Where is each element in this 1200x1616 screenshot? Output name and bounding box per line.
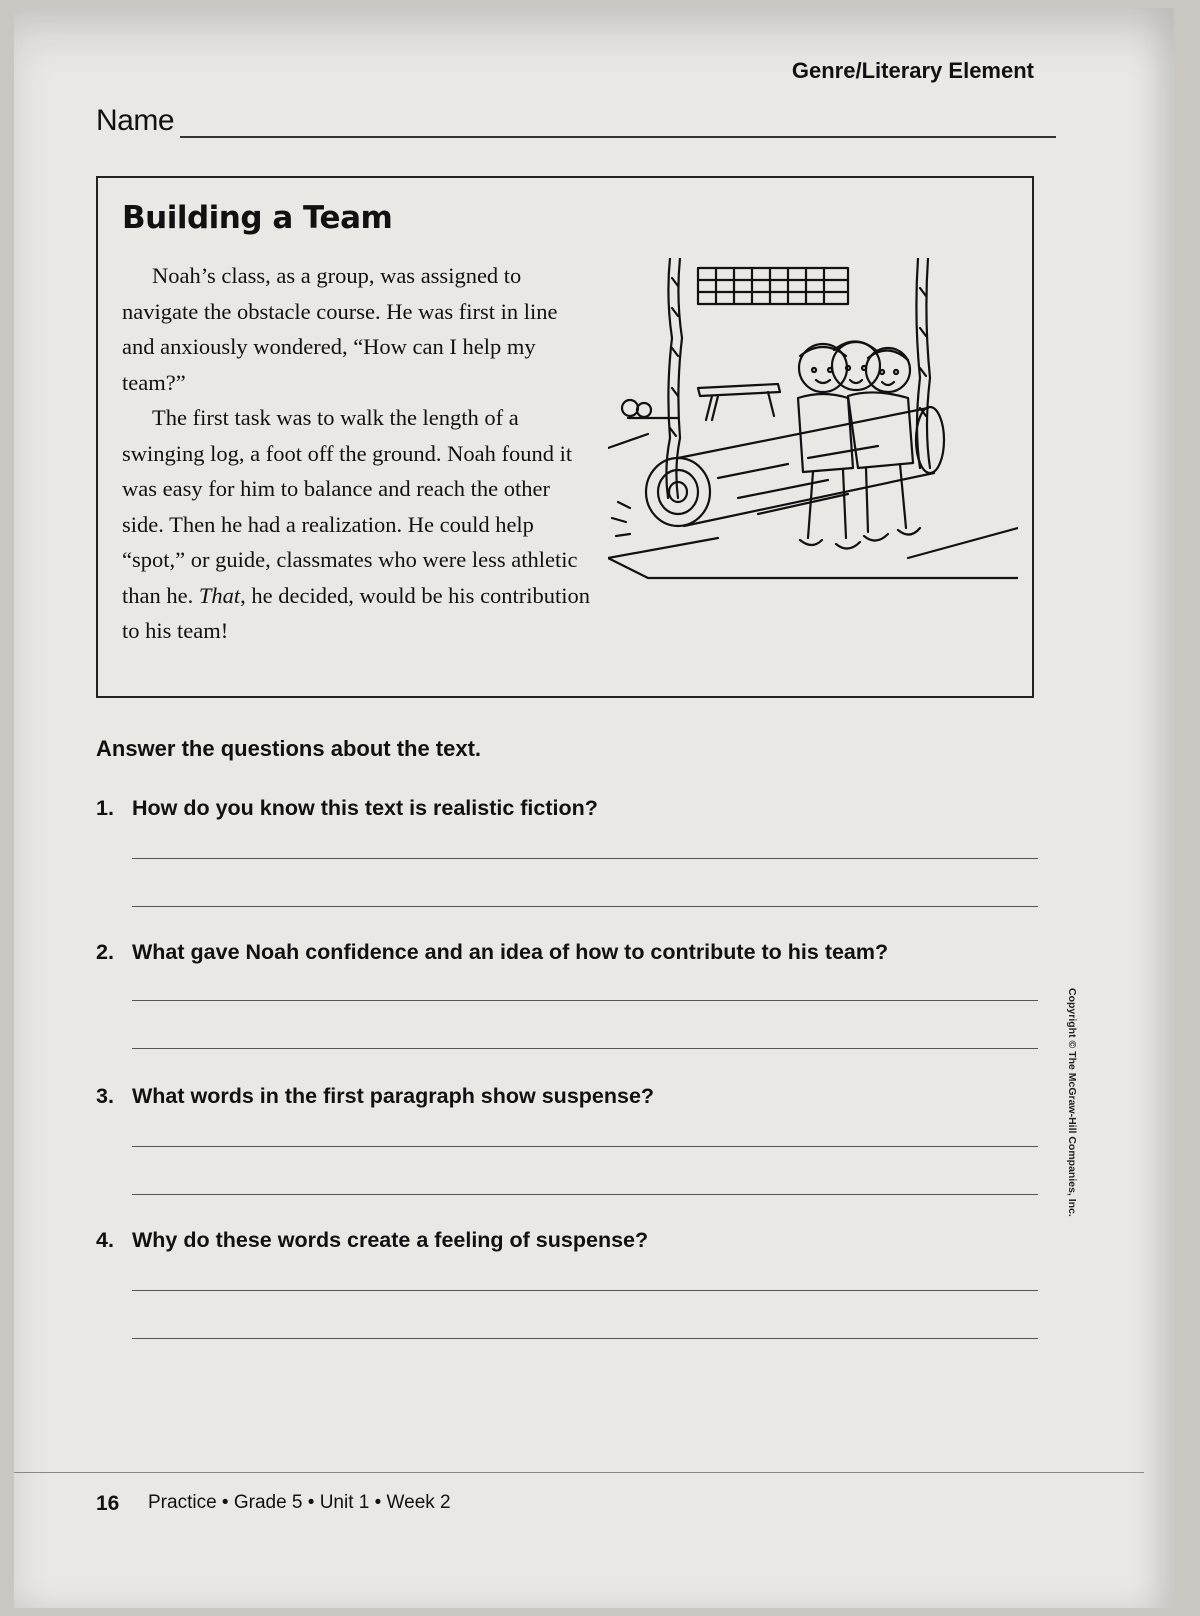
name-label: Name (96, 104, 175, 137)
question-2: 2. What gave Noah confidence and an idea of how to contribute to his team? (96, 940, 889, 964)
answer-line[interactable] (132, 1146, 1038, 1147)
story-paragraph-1: Noah’s class, as a group, was assigned to navigate the obstacle course. He was first in line and anxiously wondered, “How can I help my team?” (122, 263, 558, 395)
page-number: 16 (96, 1492, 120, 1515)
answer-line[interactable] (132, 1194, 1038, 1195)
answer-line[interactable] (132, 1290, 1038, 1291)
name-row (96, 104, 1056, 138)
story-title: Building a Team (122, 200, 393, 236)
answer-line[interactable] (132, 906, 1038, 907)
footer-text: Practice • Grade 5 • Unit 1 • Week 2 (148, 1492, 451, 1513)
name-field[interactable] (180, 110, 1056, 138)
story-box (96, 176, 1034, 698)
answer-line[interactable] (132, 858, 1038, 859)
question-4: 4. Why do these words create a feeling of suspense? (96, 1228, 649, 1252)
answer-line[interactable] (132, 1338, 1038, 1339)
copyright-notice: Copyright © The McGraw-Hill Companies, Inc. (1066, 988, 1078, 1217)
obstacle-course-illustration (608, 258, 1018, 588)
answer-line[interactable] (132, 1000, 1038, 1001)
genre-label: Genre/Literary Element (791, 58, 1034, 83)
emphasized-word: That (198, 582, 241, 608)
answer-line[interactable] (132, 1048, 1038, 1049)
story-text (122, 258, 592, 649)
question-1: 1. How do you know this text is realistic fiction? (96, 796, 598, 820)
question-3: 3. What words in the first paragraph show suspense? (96, 1084, 655, 1108)
instructions: Answer the questions about the text. (96, 736, 482, 761)
story-paragraph-2: The first task was to walk the length of a swinging log, a foot off the ground. Noah found it was easy for him to balance and reach the other side. Then he had a realization. He could help “spot,” or guide, classmates who were less athletic than he. That, he decided, would be his contribution to his team! (122, 405, 591, 643)
worksheet-page (14, 8, 1174, 1608)
footer-divider (14, 1472, 1144, 1473)
